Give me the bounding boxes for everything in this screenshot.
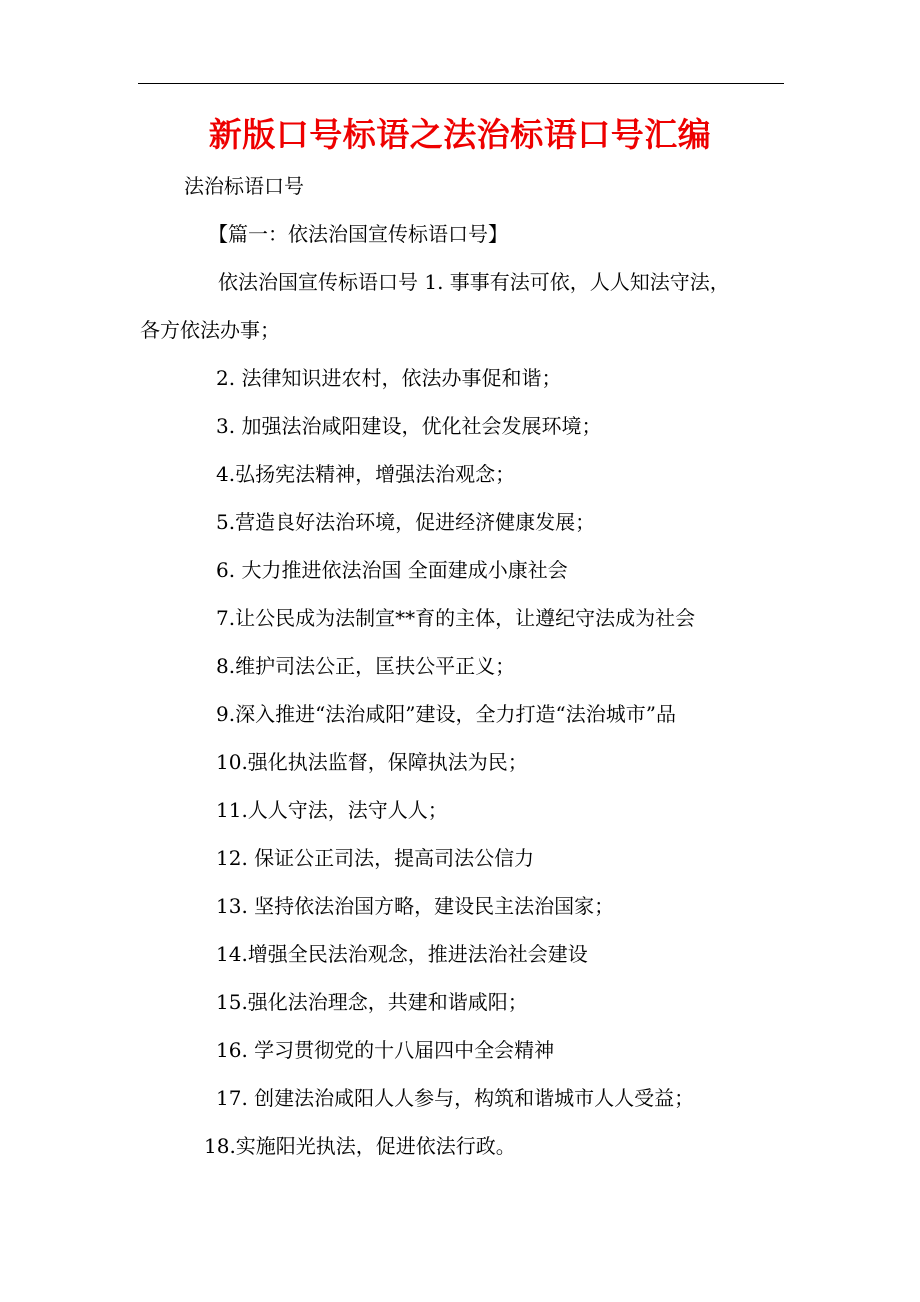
list-item: 4.弘扬宪法精神，增强法治观念；: [216, 462, 516, 486]
list-item: 11.人人守法，法守人人；: [216, 798, 448, 822]
list-item: 18.实施阳光执法，促进依法行政。: [204, 1134, 516, 1158]
intro-line-1: 依法治国宣传标语口号 1. 事事有法可依，人人知法守法，: [218, 270, 730, 294]
list-item: 14.增强全民法治观念，推进法治社会建设: [216, 942, 588, 966]
list-item: 15.强化法治理念，共建和谐咸阳；: [216, 990, 528, 1014]
list-item: 10.强化执法监督，保障执法为民；: [216, 750, 528, 774]
subtitle: 法治标语口号: [184, 174, 304, 198]
list-item: 6. 大力推进依法治国 全面建成小康社会: [216, 558, 568, 582]
list-item: 16. 学习贯彻党的十八届四中全会精神: [216, 1038, 555, 1062]
list-item: 8.维护司法公正，匡扶公平正义；: [216, 654, 516, 678]
list-item: 9.深入推进“法治咸阳”建设，全力打造“法治城市”品: [216, 702, 676, 726]
list-item: 12. 保证公正司法，提高司法公信力: [216, 846, 535, 870]
list-item: 2. 法律知识进农村，依法办事促和谐；: [216, 366, 562, 390]
list-item: 7.让公民成为法制宣**育的主体，让遵纪守法成为社会: [216, 606, 696, 630]
header-rule: [138, 83, 784, 84]
list-item: 3. 加强法治咸阳建设，优化社会发展环境；: [216, 414, 602, 438]
list-item: 13. 坚持依法治国方略，建设民主法治国家；: [216, 894, 615, 918]
list-item: 17. 创建法治咸阳人人参与，构筑和谐城市人人受益；: [216, 1086, 695, 1110]
section-heading: 【篇一：依法治国宣传标语口号】: [208, 222, 508, 246]
list-item: 5.营造良好法治环境，促进经济健康发展；: [216, 510, 596, 534]
document-title: 新版口号标语之法治标语口号汇编: [208, 115, 712, 154]
intro-line-2: 各方依法办事；: [140, 318, 280, 342]
